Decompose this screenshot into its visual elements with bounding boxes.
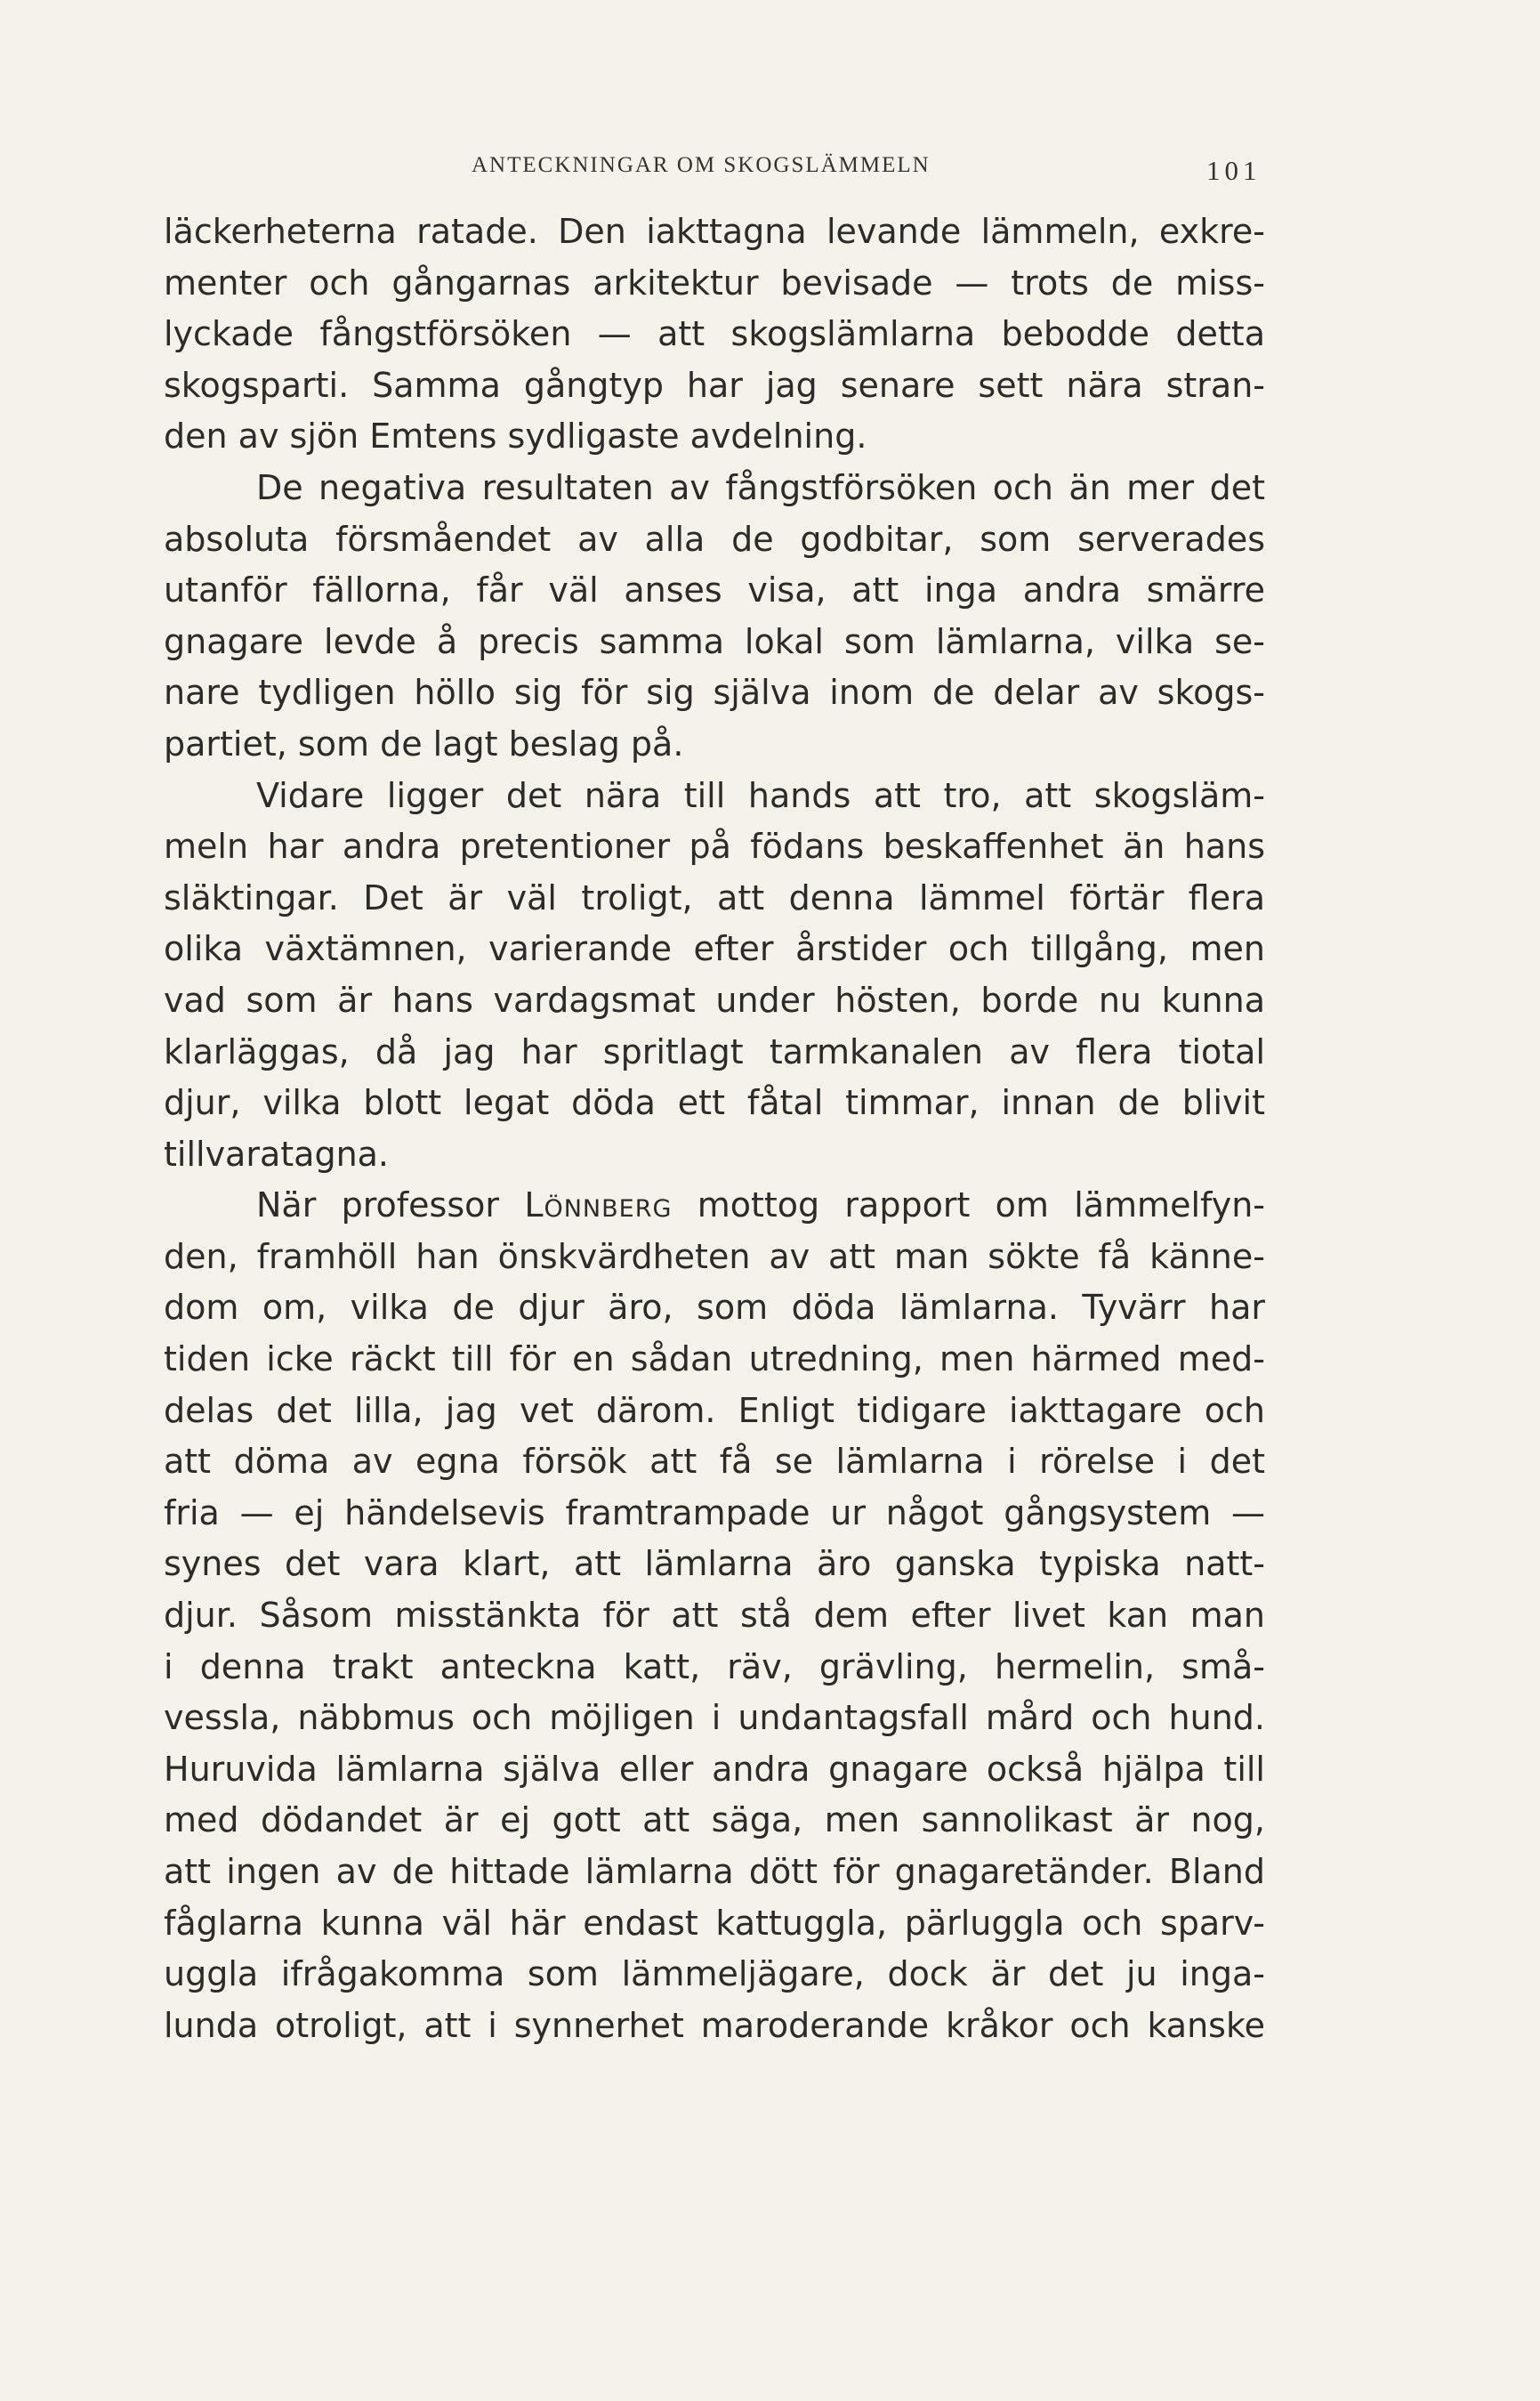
text-line bbox=[164, 1180, 1265, 1232]
text-line: vessla, näbbmus och möjligen i undantagsfall mård och hund. bbox=[164, 1698, 1265, 1738]
text-fragment: När professor bbox=[256, 1185, 500, 1225]
text-line: skogsparti. Samma gångtyp har jag senare sett nära stran- bbox=[164, 365, 1265, 405]
text-line: fria — ej händelsevis framtrampade ur något gångsystem — bbox=[164, 1492, 1265, 1532]
text-line: gnagare levde å precis samma lokal som lämlarna, vilka se- bbox=[164, 621, 1265, 661]
text-line: absoluta försmåendet av alla de godbitar, som serverades bbox=[164, 519, 1265, 559]
text-line: släktingar. Det är väl troligt, att denna lämmel förtär flera bbox=[164, 877, 1265, 918]
text-line: Huruvida lämlarna själva eller andra gnagare också hjälpa till bbox=[164, 1749, 1265, 1789]
text-line: synes det vara klart, att lämlarna äro ganska typiska natt- bbox=[164, 1544, 1265, 1584]
text-line: lunda otroligt, att i synnerhet maroderande kråkor och kanske bbox=[164, 2005, 1265, 2045]
text-fragment: mottog rapport om lämmelfyn- bbox=[697, 1185, 1265, 1225]
running-title: ANTECKNINGAR OM SKOGSLÄMMELN bbox=[472, 153, 931, 177]
body-text bbox=[164, 206, 1265, 2051]
text-line: nare tydligen höllo sig för sig själva inom de delar av skogs- bbox=[164, 673, 1265, 713]
text-line: utanför fällorna, får väl anses visa, att inga andra smärre bbox=[164, 570, 1265, 610]
text-line: lyckade fångstförsöken — att skogslämlarna bebodde detta bbox=[164, 314, 1265, 354]
text-line: menter och gångarnas arkitektur bevisade — trots de miss- bbox=[164, 263, 1265, 303]
text-line: den av sjön Emtens sydligaste avdelning. bbox=[164, 416, 867, 457]
person-name: Lönnberg bbox=[524, 1185, 673, 1225]
text-line: att döma av egna försök att få se lämlarna i rörelse i det bbox=[164, 1442, 1265, 1482]
text-line: den, framhöll han önskvärdheten av att man sökte få känne- bbox=[164, 1236, 1265, 1276]
text-line: läckerheterna ratade. Den iakttagna levande lämmeln, exkre- bbox=[164, 212, 1265, 251]
text-line: klarläggas, då jag har spritlagt tarmkanalen av flera tiotal bbox=[164, 1031, 1265, 1071]
text-line: olika växtämnen, varierande efter årstider och tillgång, men bbox=[164, 929, 1265, 969]
text-line: tiden icke räckt till för en sådan utredning, men härmed med- bbox=[164, 1339, 1265, 1379]
page-number: 101 bbox=[1206, 155, 1262, 186]
text-line: De negativa resultaten av fångstförsöken och än mer det bbox=[256, 467, 1265, 507]
text-line: tillvaratagna. bbox=[164, 1134, 390, 1174]
text-line: fåglarna kunna väl här endast kattuggla, pärluggla och sparv- bbox=[164, 1903, 1265, 1943]
running-head bbox=[0, 144, 1540, 198]
text-line: delas det lilla, jag vet därom. Enligt tidigare iakttagare och bbox=[164, 1390, 1265, 1430]
text-line: med dödandet är ej gott att säga, men sannolikast är nog, bbox=[164, 1800, 1265, 1840]
text-line: djur, vilka blott legat döda ett fåtal timmar, innan de blivit bbox=[164, 1083, 1265, 1123]
text-line: djur. Såsom misstänkta för att stå dem efter livet kan man bbox=[164, 1596, 1265, 1636]
text-line: partiet, som de lagt beslag på. bbox=[164, 724, 684, 764]
text-line: dom om, vilka de djur äro, som döda lämlarna. Tyvärr har bbox=[164, 1288, 1265, 1328]
text-line: Vidare ligger det nära till hands att tro, att skogsläm- bbox=[256, 775, 1265, 815]
text-line: i denna trakt anteckna katt, räv, grävling, hermelin, små- bbox=[164, 1646, 1265, 1686]
text-line: att ingen av de hittade lämlarna dött för gnagaretänder. Bland bbox=[164, 1852, 1265, 1891]
text-line: uggla ifrågakomma som lämmeljägare, dock är det ju inga- bbox=[164, 1954, 1265, 1994]
text-line: vad som är hans vardagsmat under hösten, borde nu kunna bbox=[164, 980, 1265, 1020]
text-line: meln har andra pretentioner på födans beskaffenhet än hans bbox=[164, 827, 1265, 867]
